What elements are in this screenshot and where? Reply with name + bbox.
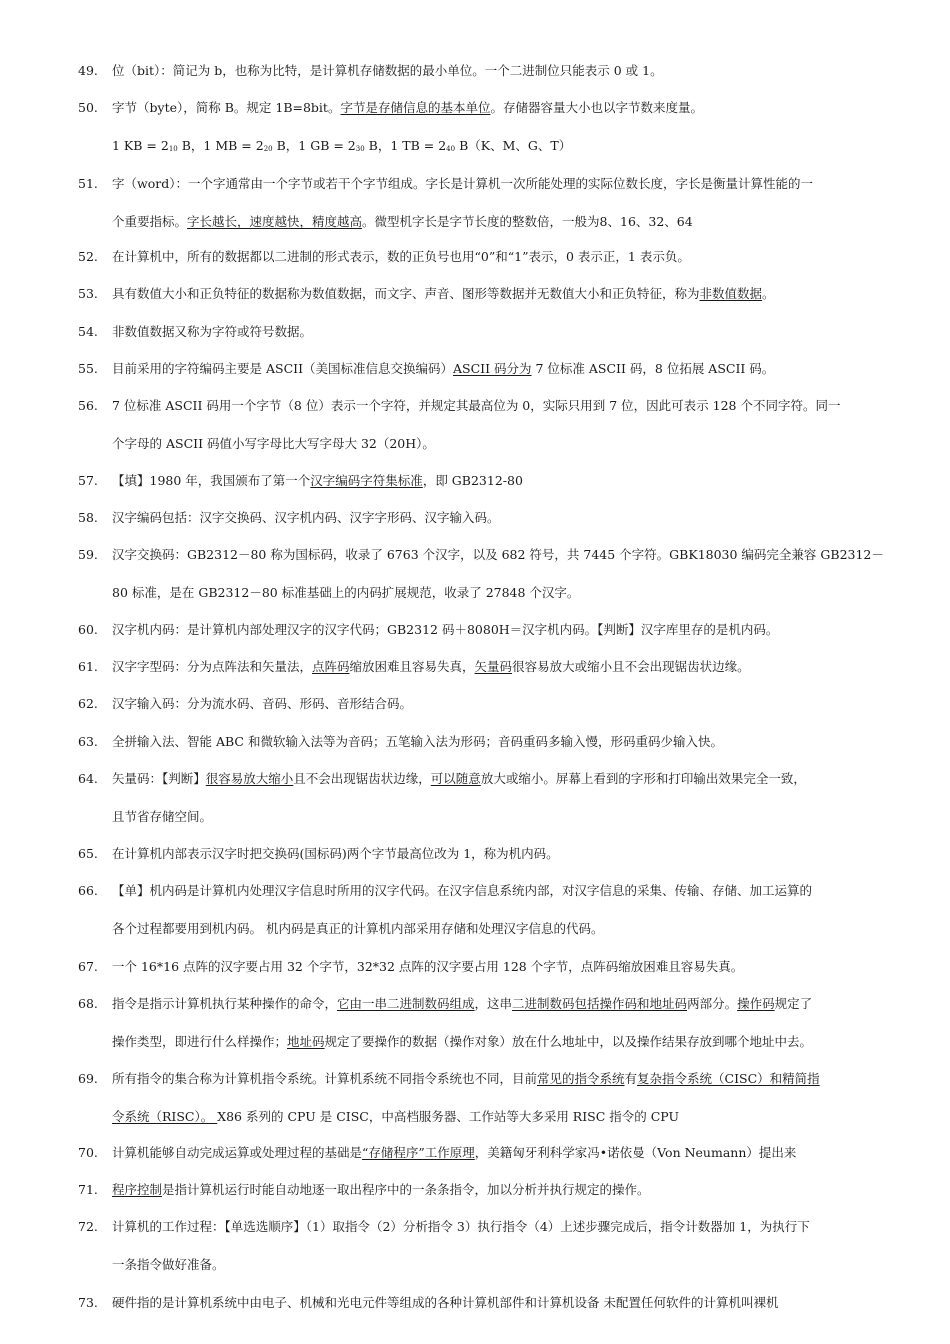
text-segment: 放大或缩小。屏幕上看到的字形和打印输出效果完全一致， (480, 771, 806, 786)
text-segment: 位（bit）：简记为 b，也称为比特，是计算机存储数据的最小单位。一个二进制位只能表示 0 或 1。 (112, 63, 663, 78)
item-text-line (112, 733, 927, 751)
item-number: 70. (78, 1145, 98, 1160)
text-segment: X86 系列的 CPU 是 CISC，中高档服务器、工作站等大多采用 RISC 指令的 CPU (217, 1108, 680, 1124)
item-text-line (112, 1108, 927, 1126)
underlined-text: 复杂指令系统（CISC）和精简指 (637, 1071, 820, 1086)
item-number: 67. (78, 959, 98, 974)
item-text-line (112, 285, 927, 303)
text-segment: 汉字输入码：分为流水码、音码、形码、音形结合码。 (112, 696, 413, 711)
item-number: 53. (78, 286, 98, 301)
item-text-line (112, 472, 927, 490)
item-number: 51. (78, 176, 98, 191)
item-text-line (112, 1070, 927, 1088)
item-number: 49. (78, 63, 98, 78)
item-number: 59. (78, 547, 98, 562)
text-segment: 。存储器容量大小也以字节数来度量。 (490, 100, 703, 115)
item-text-line (112, 397, 927, 415)
text-segment: 汉字机内码：是计算机内部处理汉字的汉字代码；GB2312 码＋8080H＝汉字机内码。【判断】汉字库里存的是机内码。 (112, 622, 779, 637)
item-text-line (112, 658, 927, 676)
item-text-line (112, 584, 927, 602)
item-number: 64. (78, 771, 98, 786)
item-number: 66. (78, 883, 98, 898)
item-number: 57. (78, 473, 98, 488)
text-segment: 个字母的 ASCII 码值小写字母比大写字母大 32（20H）。 (112, 435, 435, 451)
text-segment: B（K、M、G、T） (455, 137, 572, 153)
underlined-text: 汉字编码字符集标准 (310, 473, 423, 488)
item-text-line (112, 845, 927, 863)
underlined-text: 非数值数据 (699, 286, 763, 301)
text-segment: 【单】机内码是计算机内处理汉字信息时所用的汉字代码。在汉字信息系统内部，对汉字信息的采集、传输、存储、加工运算的 (112, 883, 813, 898)
text-segment: ，这串 (474, 996, 513, 1011)
underlined-text: 点阵码 (312, 659, 350, 674)
underlined-text: 操作码 (737, 996, 775, 1011)
item-text-line (112, 770, 927, 788)
item-text-line (112, 995, 927, 1013)
text-segment: 规定了要操作的数据（操作对象）放在什么地址中，以及操作结果存放到哪个地址中去。 (324, 1033, 813, 1049)
item-text-line (112, 1144, 927, 1162)
text-segment: 所有指令的集合称为计算机指令系统。计算机系统不同指令系统也不同，目前 (112, 1071, 538, 1086)
underlined-text: 字节是存储信息的基本单位 (340, 100, 491, 115)
text-segment: B，1 GB = 2 (272, 137, 356, 153)
text-segment: 7 位标准 ASCII 码，8 位拓展 ASCII 码。 (531, 361, 775, 376)
item-text-line (112, 920, 927, 938)
item-number: 68. (78, 996, 98, 1011)
exponent-text: 10 (168, 144, 178, 153)
underlined-text: “存储程序”工作原理 (362, 1145, 475, 1160)
item-number: 50. (78, 100, 98, 115)
text-segment: 各个过程都要用到机内码。 机内码是真正的计算机内部采用存储和处理汉字信息的代码。 (112, 920, 604, 936)
text-segment: 硬件指的是计算机系统中由电子、机械和光电元件等组成的各种计算机部件和计算机设备 未配置任何软件的计算机叫裸机 (112, 1295, 779, 1310)
item-text-line (112, 62, 927, 80)
item-text-line (112, 1256, 927, 1274)
item-text-line (112, 1181, 927, 1199)
item-number: 61. (78, 659, 98, 674)
item-number: 72. (78, 1219, 98, 1234)
text-segment: 是指计算机运行时能自动地逐一取出程序中的一条条指令，加以分析并执行规定的操作。 (162, 1182, 650, 1197)
item-number: 71. (78, 1182, 98, 1197)
text-segment: 7 位标准 ASCII 码用一个字节（8 位）表示一个字符，并规定其最高位为 0，实际只用到 7 位，因此可表示 128 个不同字符。同一 (112, 398, 841, 413)
underlined-text: 程序控制 (112, 1182, 163, 1197)
text-segment: 一条指令做好准备。 (112, 1256, 225, 1272)
text-segment: 字节（byte），简称 B。规定 1B=8bit。 (112, 100, 341, 115)
item-text-line (112, 621, 927, 639)
exponent-text: 40 (446, 144, 456, 153)
item-number: 60. (78, 622, 98, 637)
underlined-text: 字长越长，速度越快，精度越高 (187, 213, 363, 229)
underlined-text: 地址码 (287, 1033, 325, 1049)
text-segment: 两部分。 (687, 996, 738, 1011)
text-segment: 1 KB = 2 (112, 137, 169, 153)
text-segment: 汉字编码包括：汉字交换码、汉字机内码、汉字字形码、汉字输入码。 (112, 510, 500, 525)
text-segment: 汉字字型码：分为点阵法和矢量法， (112, 659, 313, 674)
underlined-text: 可以随意 (430, 771, 481, 786)
text-segment: 汉字交换码：GB2312－80 称为国标码，收录了 6763 个汉字，以及 682 符号，共 7445 个字符。GBK18030 编码完全兼容 GB2312－ (112, 547, 884, 562)
underlined-text: 常见的指令系统 (537, 1071, 625, 1086)
underlined-text: 令系统（RISC）。 (112, 1108, 218, 1124)
item-text-line (112, 509, 927, 527)
item-text-line (112, 435, 927, 453)
underlined-text: 很容易放大缩小 (205, 771, 294, 786)
text-segment: 计算机能够自动完成运算或处理过程的基础是 (112, 1145, 363, 1160)
item-text-line (112, 175, 927, 193)
text-segment: 有 (624, 1071, 638, 1086)
item-text-line (112, 1033, 927, 1051)
item-number: 63. (78, 734, 98, 749)
item-text-line (112, 360, 927, 378)
text-segment: 。 (762, 286, 775, 301)
underlined-text: ASCII 码分为 (453, 361, 532, 376)
text-segment: 在计算机中，所有的数据都以二进制的形式表示，数的正负号也用“0”和“1”表示，0 表示正，1 表示负。 (112, 249, 690, 264)
text-segment: 非数值数据又称为字符或符号数据。 (112, 324, 313, 339)
item-number: 58. (78, 510, 98, 525)
text-segment: 规定了 (774, 996, 813, 1011)
text-segment: 个重要指标。 (112, 213, 188, 229)
item-text-line (112, 958, 927, 976)
text-segment: 全拼输入法、智能 ABC 和微软输入法等为音码；五笔输入法为形码；音码重码多输入慢，形码重码少输入快。 (112, 734, 723, 749)
item-number: 55. (78, 361, 98, 376)
text-segment: 一个 16*16 点阵的汉字要占用 32 个字节，32*32 点阵的汉字要占用 128 个字节，点阵码缩放困难且容易失真。 (112, 959, 744, 974)
item-text-line (112, 137, 927, 158)
item-text-line (112, 1294, 927, 1312)
item-text-line (112, 99, 927, 117)
text-segment: 。微型机字长是字节长度的整数倍，一般为8、16、32、64 (362, 213, 693, 229)
text-segment: 计算机的工作过程：【单选选顺序】（1）取指令（2）分析指令 3）执行指令（4）上述步骤完成后，指令计数器加 1，为执行下 (112, 1219, 810, 1234)
item-text-line (112, 1218, 927, 1236)
text-segment: 矢量码：【判断】 (112, 771, 206, 786)
text-segment: ，美籍匈牙利科学家冯•诺依曼（Von Neumann）提出来 (474, 1145, 797, 1160)
underlined-text: 二进制数码包括操作码和地址码 (512, 996, 688, 1011)
text-segment: 80 标准，是在 GB2312－80 标准基础上的内码扩展规范，收录了 27848 个汉字。 (112, 584, 580, 600)
text-segment: 【填】1980 年，我国颁布了第一个 (112, 473, 311, 488)
text-segment: 缩放困难且容易失真， (349, 659, 475, 674)
item-number: 73. (78, 1295, 98, 1310)
text-segment: ，即 GB2312-80 (422, 473, 523, 488)
item-number: 69. (78, 1071, 98, 1086)
item-number: 65. (78, 846, 98, 861)
exponent-text: 30 (355, 144, 365, 153)
text-segment: 且不会出现锯齿状边缘， (293, 771, 431, 786)
text-segment: B，1 TB = 2 (364, 137, 447, 153)
text-segment: 具有数值大小和正负特征的数据称为数值数据，而文字、声音、图形等数据并无数值大小和正负特征，称为 (112, 286, 700, 301)
text-segment: 很容易放大或缩小且不会出现锯齿状边缘。 (512, 659, 750, 674)
item-text-line (112, 695, 927, 713)
underlined-text: 矢量码 (474, 659, 513, 674)
item-text-line (112, 213, 927, 231)
item-text-line (112, 546, 927, 564)
text-segment: 且节省存储空间。 (112, 808, 213, 824)
item-text-line (112, 323, 927, 341)
item-number: 54. (78, 324, 98, 339)
exponent-text: 20 (263, 144, 273, 153)
text-segment: 目前采用的字符编码主要是 ASCII（美国标准信息交换编码） (112, 361, 454, 376)
item-text-line (112, 248, 927, 266)
text-segment: 指令是指示计算机执行某种操作的命令， (112, 996, 338, 1011)
text-segment: 操作类型，即进行什么样操作； (112, 1033, 288, 1049)
item-text-line (112, 882, 927, 900)
text-segment: 字（word）：一个字通常由一个字节或若干个字节组成。字长是计算机一次所能处理的实际位数长度，字长是衡量计算性能的一 (112, 176, 813, 191)
item-number: 52. (78, 249, 98, 264)
underlined-text: 它由一串二进制数码组成 (337, 996, 475, 1011)
item-number: 62. (78, 696, 98, 711)
text-segment: 在计算机内部表示汉字时把交换码(国标码)两个字节最高位改为 1，称为机内码。 (112, 846, 559, 861)
text-segment: B，1 MB = 2 (177, 137, 264, 153)
item-text-line (112, 808, 927, 826)
item-number: 56. (78, 398, 98, 413)
